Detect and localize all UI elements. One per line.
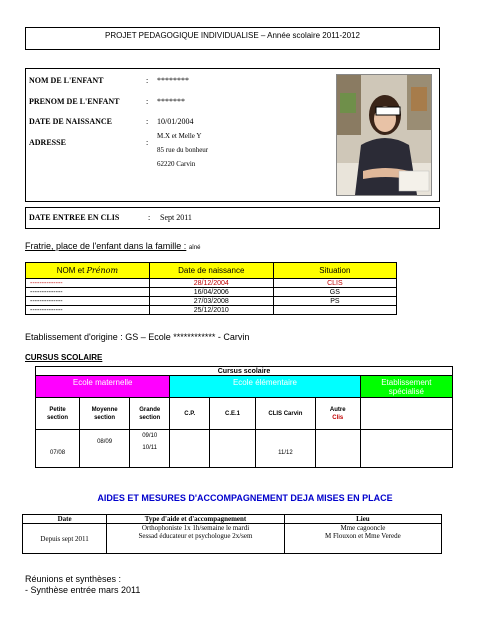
group-specialise-line2: spécialisé [388,386,424,396]
table-row [26,279,397,288]
sibling-name: -------------- [26,288,150,297]
sub-ce1: C.E.1 [210,398,256,430]
cursus-heading: CURSUS SCOLAIRE [25,353,103,362]
group-specialise [360,376,452,398]
sibling-situation: PS [273,297,396,306]
sub-moyenne-section [80,398,130,430]
sub-cp: C.P. [170,398,210,430]
siblings-table [25,262,397,315]
aide-lieu-2: M Flouxon et Mme Verede [325,532,401,540]
col-birth-header: Date de naissance [149,263,273,279]
table-row [26,297,397,306]
sub-ps-2: section [47,414,69,421]
table-row [26,306,397,315]
sub-ms-1: Moyenne [91,406,118,413]
aides-heading: AIDES ET MESURES D'ACCOMPAGNEMENT DEJA MISES EN PLACE [97,493,393,503]
val-autre [315,430,360,468]
sibling-situation [273,306,396,315]
clis-date-colon: : [148,213,151,222]
cursus-table [35,366,453,468]
val-gs-2: 10/11 [142,445,157,451]
sub-petite-section [36,398,80,430]
birth-value: 10/01/2004 [157,117,194,126]
reunions-item: - Synthèse entrée mars 2011 [25,585,141,595]
sibling-situation: GS [273,288,396,297]
address-line3: 62220 Carvin [157,160,196,168]
sub-autre [315,398,360,430]
val-ms: 08/09 [80,430,130,468]
col-name-header [26,263,150,279]
sub-autre-2: Clis [332,414,344,421]
address-line2: 85 rue du bonheur [157,146,209,154]
val-clis: 11/12 [255,430,315,468]
cursus-table-title: Cursus scolaire [36,367,453,376]
sub-ps-1: Petite [49,406,66,413]
col-type-header: Type d'aide et d'accompagnement [107,515,285,524]
name-value: ******** [157,76,189,85]
val-ps: 07/08 [36,430,80,468]
sibling-birth: 16/04/2006 [149,288,273,297]
first-name-label: PRENOM DE L'ENFANT [29,97,120,106]
name-colon: : [146,76,149,85]
col-lieu-header: Lieu [284,515,441,524]
val-gs [130,430,170,468]
val-cp [170,430,210,468]
aide-lieu [284,524,441,554]
sub-gs-2: section [139,414,161,421]
aide-type [107,524,285,554]
birth-label: DATE DE NAISSANCE [29,117,112,126]
sub-clis: CLIS Carvin [255,398,315,430]
address-line1: M.X et Melle Y [157,132,202,140]
col-date-header: Date [23,515,107,524]
val-gs-1: 09/10 [142,433,158,439]
clis-date-label: DATE ENTREE EN CLIS [29,213,120,222]
sub-gs-1: Grande [139,406,161,413]
siblings-heading-text: Fratrie, place de l'enfant dans la famille : [25,241,187,251]
val-ce1 [210,430,256,468]
aide-lieu-1: Mme cagooncle [340,524,386,532]
name-label: NOM DE L'ENFANT [29,76,104,85]
col-name-header-a: NOM et [56,266,87,275]
address-colon: : [146,138,149,147]
reunions-heading: Réunions et synthèses : [25,574,122,584]
val-specialise [360,430,452,468]
child-photo [336,74,432,196]
sibling-birth: 25/12/2010 [149,306,273,315]
sibling-name: -------------- [26,279,150,288]
group-maternelle: Ecole maternelle [36,376,170,398]
sub-ms-2: section [94,414,116,421]
sibling-birth: 27/03/2008 [149,297,273,306]
table-row [26,288,397,297]
sub-grande-section [130,398,170,430]
aide-date: Depuis sept 2011 [23,524,107,554]
sibling-name: -------------- [26,297,150,306]
clis-date-value: Sept 2011 [160,213,192,222]
aide-type-2: Sessad éducateur et psychologue 2x/sem [138,532,253,540]
siblings-heading-note: aîné [188,245,201,251]
sibling-name: -------------- [26,306,150,315]
col-situation-header: Situation [273,263,396,279]
group-elementaire: Ecole élémentaire [170,376,360,398]
sibling-situation: CLIS [273,279,396,288]
origin-text: Etablissement d'origine : GS – Ecole ************ - Carvin [25,332,250,342]
first-name-colon: : [146,97,149,106]
sibling-birth: 28/12/2004 [149,279,273,288]
address-label: ADRESSE [29,138,66,147]
sub-specialise [360,398,452,430]
aide-type-1: Orthophoniste 1x 1h/semaine le mardi [141,524,250,532]
sub-autre-1: Autre [329,406,346,413]
aides-table [22,514,442,554]
col-name-header-b: Prénom [86,266,119,275]
group-specialise-line1: Etablissement [381,377,432,387]
birth-colon: : [146,117,149,126]
siblings-heading [25,241,201,251]
page-title: PROJET PEDAGOGIQUE INDIVIDUALISE – Année scolaire 2011-2012 [105,31,360,40]
first-name-value: ******* [157,97,185,106]
